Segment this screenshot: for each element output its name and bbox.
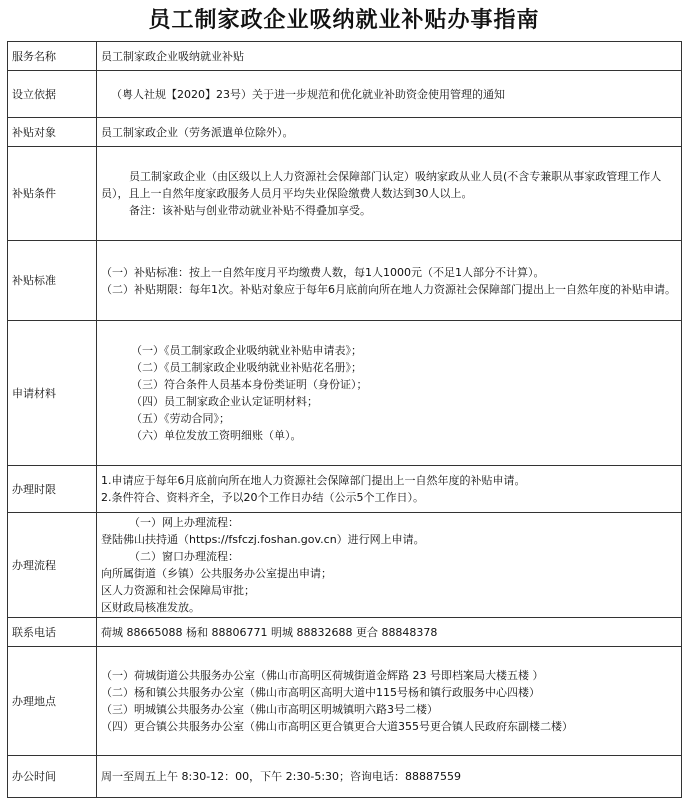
- row-label: 补贴标准: [8, 241, 97, 321]
- locations-value: [97, 647, 682, 756]
- standard-line-1: （一）补贴标准：按上一自然年度月平均缴费人数，每1人1000元（不足1人部分不计算）。: [101, 265, 545, 279]
- standard-value: [97, 241, 682, 321]
- row-service-name: [8, 42, 682, 71]
- row-time-limit: [8, 466, 682, 513]
- phone-value: 荷城 88665088 杨和 88806771 明城 88832688 更合 88848378: [97, 618, 682, 647]
- list-item: （三）符合条件人员基本身份类证明（身份证）；: [131, 378, 368, 391]
- time-limit-value: [97, 466, 682, 513]
- online-text-post: ）进行网上申请。: [336, 533, 425, 546]
- list-item: （五）《劳动合同》；: [131, 412, 230, 425]
- service-name-value: 员工制家政企业吸纳就业补贴: [97, 42, 682, 71]
- standard-line-2: （二）补贴期限：每年1次。补贴对象应于每年6月底前向所在地人力资源社会保障部门提出上一自然年度的补贴申请。: [101, 282, 676, 296]
- online-heading: （一）网上办理流程：: [129, 516, 239, 529]
- guide-table: [7, 41, 682, 798]
- conditions-paragraph: 员工制家政企业（由区级以上人力资源社会保障部门认定）吸纳家政从业人员(不含专兼职从事家政管理工作人员），且上一自然年度家政服务人员月平均失业保险缴费人数达到30人以上。: [101, 170, 662, 200]
- process-step: 区人力资源和社会保障局审批；: [101, 584, 255, 597]
- online-text-pre: 登陆佛山扶持通（: [101, 533, 189, 546]
- process-value: [97, 513, 682, 618]
- row-hours: [8, 756, 682, 798]
- row-phone: [8, 618, 682, 647]
- list-item: （一）荷城街道公共服务办公室（佛山市高明区荷城街道金辉路 23 号即档案局大楼五楼 ）: [101, 669, 544, 682]
- row-label: 办理地点: [8, 647, 97, 756]
- page-title: 员工制家政企业吸纳就业补贴办事指南: [148, 7, 540, 33]
- row-label: 申请材料: [8, 321, 97, 466]
- row-target: [8, 118, 682, 147]
- list-item: （四）更合镇公共服务办公室（佛山市高明区更合镇更合大道355号更合镇人民政府东副楼二楼）: [101, 720, 573, 733]
- row-materials: [8, 321, 682, 466]
- target-value: 员工制家政企业（劳务派遣单位除外）。: [97, 118, 682, 147]
- basis-text: （粤人社规【2020】23号）关于进一步规范和优化就业补助资金使用管理的通知: [111, 87, 505, 101]
- time-limit-line-1: 1.申请应于每年6月底前向所在地人力资源社会保障部门提出上一自然年度的补贴申请。: [101, 474, 526, 487]
- list-item: （二）杨和镇公共服务办公室（佛山市高明区高明大道中115号杨和镇行政服务中心四楼）: [101, 686, 540, 699]
- row-label: 办理流程: [8, 513, 97, 618]
- row-label: 服务名称: [8, 42, 97, 71]
- time-limit-line-2: 2.条件符合、资料齐全，予以20个工作日办结（公示5个工作日）。: [101, 491, 424, 504]
- list-item: （一）《员工制家政企业吸纳就业补贴申请表》；: [131, 344, 362, 357]
- process-step: 区财政局核准发放。: [101, 601, 200, 614]
- basis-value: [97, 71, 682, 118]
- conditions-value: [97, 147, 682, 241]
- list-item: （四）员工制家政企业认定证明材料；: [131, 395, 318, 408]
- row-label: 办理时限: [8, 466, 97, 513]
- row-locations: [8, 647, 682, 756]
- hours-value: 周一至周五上午 8:30-12：00，下午 2:30-5:30；咨询电话：88887559: [97, 756, 682, 798]
- online-instruction: [101, 531, 677, 548]
- row-standard: [8, 241, 682, 321]
- portal-link[interactable]: https://fsfczj.foshan.gov.cn: [189, 533, 337, 546]
- list-item: （二）《员工制家政企业吸纳就业补贴花名册》；: [131, 361, 362, 374]
- process-step: 向所属街道（乡镇）公共服务办公室提出申请；: [101, 567, 332, 580]
- conditions-note: 备注：该补贴与创业带动就业补贴不得叠加享受。: [129, 204, 371, 217]
- window-heading: （二）窗口办理流程：: [129, 550, 239, 563]
- row-basis: [8, 71, 682, 118]
- row-label: 办公时间: [8, 756, 97, 798]
- row-process: [8, 513, 682, 618]
- row-label: 补贴条件: [8, 147, 97, 241]
- list-item: （三）明城镇公共服务办公室（佛山市高明区明城镇明六路3号二楼）: [101, 703, 438, 716]
- row-label: 联系电话: [8, 618, 97, 647]
- row-label: 补贴对象: [8, 118, 97, 147]
- list-item: （六）单位发放工资明细账（单）。: [131, 429, 302, 442]
- row-label: 设立依据: [8, 71, 97, 118]
- row-conditions: [8, 147, 682, 241]
- materials-value: [97, 321, 682, 466]
